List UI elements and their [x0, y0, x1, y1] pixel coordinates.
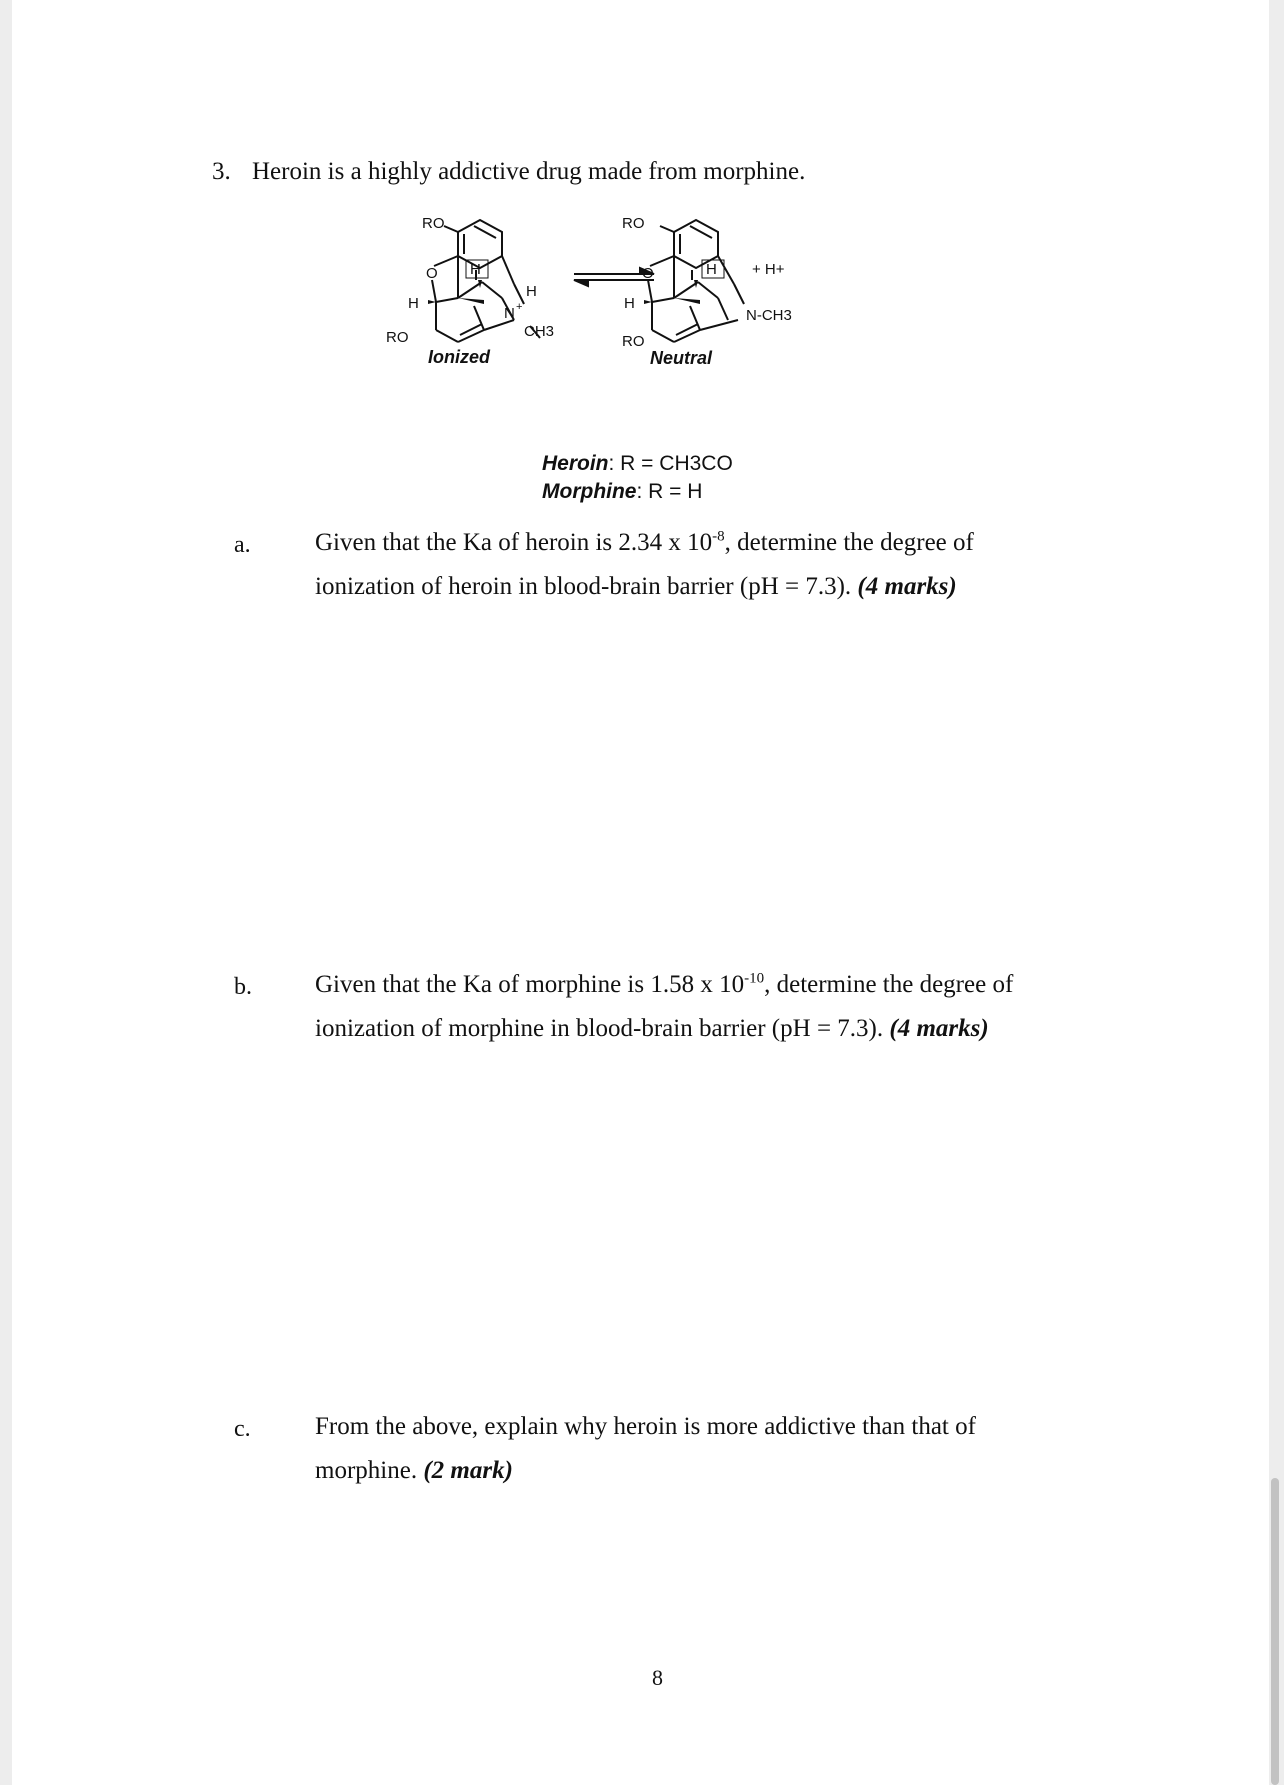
n-label-ionized: N [504, 305, 515, 322]
part-a-line2 [315, 573, 957, 601]
morphine-legend [542, 480, 702, 504]
part-b-line2 [315, 1015, 989, 1043]
part-b-text-line2: ionization of morphine in blood-brain barrier (pH = 7.3). [315, 1015, 884, 1042]
oxygen-label-ionized: O [426, 265, 438, 282]
question-text: Heroin is a highly addictive drug made from morphine. [252, 158, 806, 185]
part-b-label: b. [234, 974, 252, 1000]
question-number: 3. [212, 158, 231, 185]
morphine-definition: : R = H [636, 480, 703, 503]
vertical-scrollbar-thumb[interactable] [1271, 1478, 1279, 1785]
ro-lower-neutral: RO [622, 333, 645, 350]
part-b-line1 [315, 971, 1013, 999]
part-c-line2 [315, 1457, 513, 1485]
part-b-exponent: -10 [744, 970, 765, 987]
h-label-neutral-box: H [706, 261, 717, 278]
heroin-name: Heroin [542, 452, 609, 475]
heroin-legend [542, 452, 733, 476]
part-a-line1 [315, 529, 974, 557]
part-c-marks: (2 mark) [423, 1457, 513, 1484]
h-label-ionized-left: H [408, 295, 419, 312]
part-c-label: c. [234, 1416, 251, 1442]
n-plus-label: + [516, 301, 523, 313]
part-c-line1: From the above, explain why heroin is more addictive than that of [315, 1413, 976, 1440]
part-b-text-pre: Given that the Ka of morphine is 1.58 x 10 [315, 971, 745, 998]
oxygen-label-neutral: O [642, 265, 654, 282]
h-label-ionized-box: H [470, 261, 481, 278]
proton-label: + H+ [752, 261, 785, 278]
ro-lower-ionized: RO [386, 329, 409, 346]
document-page [12, 0, 1269, 1785]
nch3-label-neutral: N-CH3 [746, 307, 792, 324]
part-a-text-line2: ionization of heroin in blood-brain barrier (pH = 7.3). [315, 573, 852, 600]
page-number: 8 [652, 1665, 663, 1690]
morphine-name: Morphine [542, 480, 637, 503]
ionized-label: Ionized [428, 347, 490, 367]
part-a-text-pre: Given that the Ka of heroin is 2.34 x 10 [315, 529, 713, 556]
h-label-neutral-left: H [624, 295, 635, 312]
ch3-label-ionized: CH3 [524, 323, 555, 340]
part-a-exponent: -8 [712, 528, 725, 545]
heroin-definition: : R = CH3CO [608, 452, 733, 475]
neutral-label: Neutral [650, 348, 713, 368]
part-b-text-post: , determine the degree of [764, 971, 1014, 998]
ro-label-neutral: RO [622, 215, 645, 232]
part-c-text-line2: morphine. [315, 1457, 418, 1484]
part-a-marks: (4 marks) [857, 573, 957, 600]
ro-label-ionized: RO [422, 215, 445, 232]
part-a-label: a. [234, 532, 251, 558]
part-a-text-post: , determine the degree of [724, 529, 974, 556]
nh-label-ionized: H [526, 283, 537, 300]
part-b-marks: (4 marks) [889, 1015, 989, 1042]
